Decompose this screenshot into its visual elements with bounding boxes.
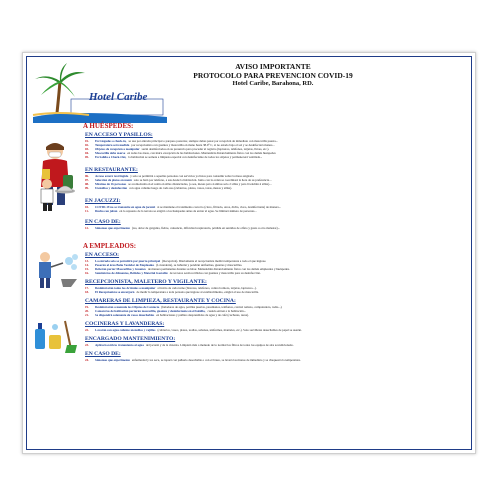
item-body: si se mantiene el tratamiento correcto (cloro, filtrado, otros, dicha, cloro, desinfectante) de manera... [157,205,282,209]
item-text [95,358,301,362]
list-item [85,155,465,159]
item-number: 06- [85,174,90,178]
item-body: por recepcionista con guantes y mascarilla en mano hasta 38.0° C, si no estado bajo el sol y se desinfectará manos... [131,143,275,147]
restaurante-list [85,174,465,190]
item-keyword: Temperatura será medida [95,143,130,147]
logo-text: Hotel Caribe [89,91,148,103]
sub-camareras: CAMARERAS DE LIMPIEZA, RESTAURANTE Y COCINA: [85,298,236,304]
item-keyword: Selección de platos en menú [95,178,132,182]
item-number: 24- [85,358,90,362]
camareras-list [85,305,465,317]
sub-recepcionista: RECEPCIONISTA, MALETERO Y VIGILANTE: [85,279,207,285]
sub-restaurante: EN RESTAURANTE: [85,167,138,173]
item-number: 11- [85,209,89,213]
item-number: 04- [85,151,90,155]
item-text [95,290,259,294]
caso-empleados-list [85,358,465,362]
item-number: 03- [85,147,90,151]
sub-cocineras: COCINERAS Y LAVANDERAS: [85,321,165,327]
list-item [85,186,465,190]
notice-sheet [22,52,476,454]
item-number: 21- [85,313,90,317]
item-keyword: Máximo de 16 personas [95,182,127,186]
disinfecting-worker-icon [31,249,81,289]
recepcionista-list [85,286,465,294]
item-body: serán desinfectados en su presencia para proceder al registro (lapiceros, teléfonos, tarjetas, llaves, etc.). [141,147,270,151]
item-body: la habitación se somete a limpieza especial con desinfectante de todos los objetos y permanecerá ventilada... [128,155,263,159]
item-number: 18- [85,290,90,294]
item-number: 15- [85,267,90,271]
item-keyword: La entrada solo se permitirá por puerta principal [95,259,161,263]
sub-acceso-empleados: EN ACCESO: [85,252,120,258]
item-body: (tos, dolor de garganta, fiebre, cansancio, dificultad respiratoria, pérdida en sentidos de olfato y gusto u otro malestar)... [131,226,281,230]
item-body: de terceros serán recibidos con guantes y mascarilla para su desinfección. [169,271,261,275]
item-text [95,209,257,213]
item-keyword: Mascarilla debe usarse [95,151,126,155]
hotel-logo [29,59,169,131]
item-body: se usa por entrada principal o parqueo posterior, siempre debes pasar por recepción de inmediato con mascarilla puesta... [128,139,278,143]
item-number: 17- [85,286,90,290]
item-body: (Recepción). Diariamente el recepcionista medirá temperatura a todo el que ingrese. [162,259,267,263]
item-body: (Lavandería), se bañarán y pondrán uniformes, guantes y mascarillas. [156,263,243,267]
item-keyword: Acceso estará restringido [95,174,129,178]
item-number: 07- [85,178,90,182]
cleaning-supplies-icon [31,315,81,355]
item-number: 12- [85,226,90,230]
item-body: cuando entren a la habitación... [207,309,247,313]
item-body: de medir la temperatura a toda persona que ingrese al establecimiento, exigirá el uso de mascarilla. [136,290,259,294]
item-keyword: Ducha con jabón [95,209,118,213]
list-item [85,358,465,362]
item-body: en lo repuesto de la terraza se exigirá a los huéspedes antes de entrar al agua. Se limitará número de personas... [119,209,257,213]
item-keyword: Deberán portar Mascarillas y Guantes [95,267,146,271]
item-number: 05- [85,155,90,159]
item-body: solo se hará por teléfono, a sus desde la habitación. Junto con la orden se coordinará la hora de su preferencia... [133,178,272,182]
item-number: 08- [85,182,90,186]
notice-title: AVISO IMPORTANTE [235,62,311,71]
item-text [95,328,302,332]
item-body: (haladores de agua, perillas puertas, pasamanos, teléfonos, control remoto, computadora, radio...). [161,305,283,309]
item-body: se acomodarán en el salón en sillas distanciadas, (o sea, mesas para 4 ambos solo 2 sillas y para 6 tendrán 4 sillas)... [128,182,272,186]
item-keyword: Utensilios y desinfección [95,186,128,190]
item-body: enfermedad y tos seca, se tapará con pañuelo desechable o con el brazo, se lavará las manos de inmediato y se chequeará la temperatura. [131,358,301,362]
item-keyword: En Salida o Check-Out, [95,155,127,159]
item-text [95,271,261,275]
sub-caso-empleados: EN CASO DE: [85,351,121,357]
item-keyword: Desinfectarán todos los Artículos a manipular [95,286,156,290]
item-number: 16- [85,271,90,275]
item-number: 19- [85,305,90,309]
section-empleados-heading: A EMPLEADOS: [83,242,137,250]
item-keyword: Pasarán al área Baño Vestidor de Empleados [95,263,155,267]
item-body: en habitaciones y pañitos desprendidos de agua y de café (cucharas, tazas). [156,313,249,317]
item-keyword: COVID-19 no se transmite en agua de jacuzzi [95,205,156,209]
list-item [85,343,465,347]
item-number: 23- [85,343,90,347]
list-item [85,290,465,294]
acceso-empleados-list [85,259,465,275]
item-keyword: Suministros de Alimentos, Bebidas y Material Gastable [95,271,168,275]
item-number: 22- [85,328,90,332]
item-keyword: Lavarán con agua caliente utensilios y vajillas [95,328,156,332]
notice-subtitle: PROTOCOLO PARA PREVENCION COVID-19 [193,70,353,80]
notice-location: Hotel Caribe, Barahona, RD. [232,80,314,87]
item-keyword: Objetos de recepción a manipular [95,147,140,151]
item-number: 14- [85,263,90,267]
section-huespedes-heading: A HUÉSPEDES: [83,122,134,130]
acceso-pasillos-list [85,139,465,159]
sub-mantenimiento: ENCARGADO MANTENIMIENTO: [85,336,176,342]
item-keyword: Síntomas que experimente [95,358,130,362]
item-keyword: Desinfectarán a menudo los Objetos de Contacto [95,305,160,309]
list-item [85,226,465,230]
title-block [173,63,373,88]
item-body: (cubiertos, vasos, platos, toallas, sabanas, uniformes, manteles, etc.). Solo servilletas desechables de papel se usarán. [157,328,302,332]
item-body: en todas las áreas, con única excepción de las habitaciones. Mantendrás distanciamiento físico con los demás huéspedes. [127,151,277,155]
caso-huespedes-list [85,226,465,230]
item-number: 01- [85,139,90,143]
item-text [95,343,294,347]
cocineras-list [85,328,465,332]
item-text [95,155,262,159]
list-item [85,271,465,275]
item-keyword: Síntomas que experimente [95,226,130,230]
item-body: del jacuzzi y de la cisterna. Limpiará más a menudo de lo normal los filtros de todos los equipos de aire acondicionado. [145,343,294,347]
item-keyword: El Recepcionista se encargará [95,290,135,294]
item-keyword: Camareras de habitación portarán mascarilla, guantes y desinfectante en el bolsillo, [95,309,206,313]
item-number: 09- [85,186,90,190]
item-text [95,186,232,190]
item-keyword: Se dispondrá solamente de vasos desechables [95,313,155,317]
sub-jacuzzi: EN JACUZZI: [85,198,121,204]
item-body: con agua caliente luego de cada uso (cubiertos, platos, vasos, tazas, mesas y sillas). [129,186,233,190]
sub-acceso-pasillos: EN ACCESO Y PASILLOS: [85,132,153,138]
sub-caso-huespedes: EN CASO DE: [85,219,121,225]
item-number: 13- [85,259,90,263]
item-body: y solo se permitirá a aquellas personas con servicios ya listos para consumir sobre la mesa asignada. [130,174,255,178]
item-number: 10- [85,205,90,209]
jacuzzi-list [85,205,465,213]
item-text [95,226,280,230]
item-number: 02- [85,143,90,147]
item-keyword: Aplicará estricto tratamiento al agua [95,343,144,347]
item-number: 20- [85,309,90,313]
item-body: de manera permanente durante su labor. Mantendrán distanciamiento físico con los demás empleados y huéspedes. [147,267,290,271]
item-body: al inicio de cada turno (llaveros, teléfonos, control remoto, tarjetas, lapiceros...). [157,286,257,290]
item-keyword: En Llegadas o check-in, [95,139,127,143]
item-text [95,313,249,317]
restaurant-waiter-icon [31,177,77,211]
mantenimiento-list [85,343,465,347]
list-item [85,328,465,332]
list-item [85,313,465,317]
list-item [85,209,465,213]
